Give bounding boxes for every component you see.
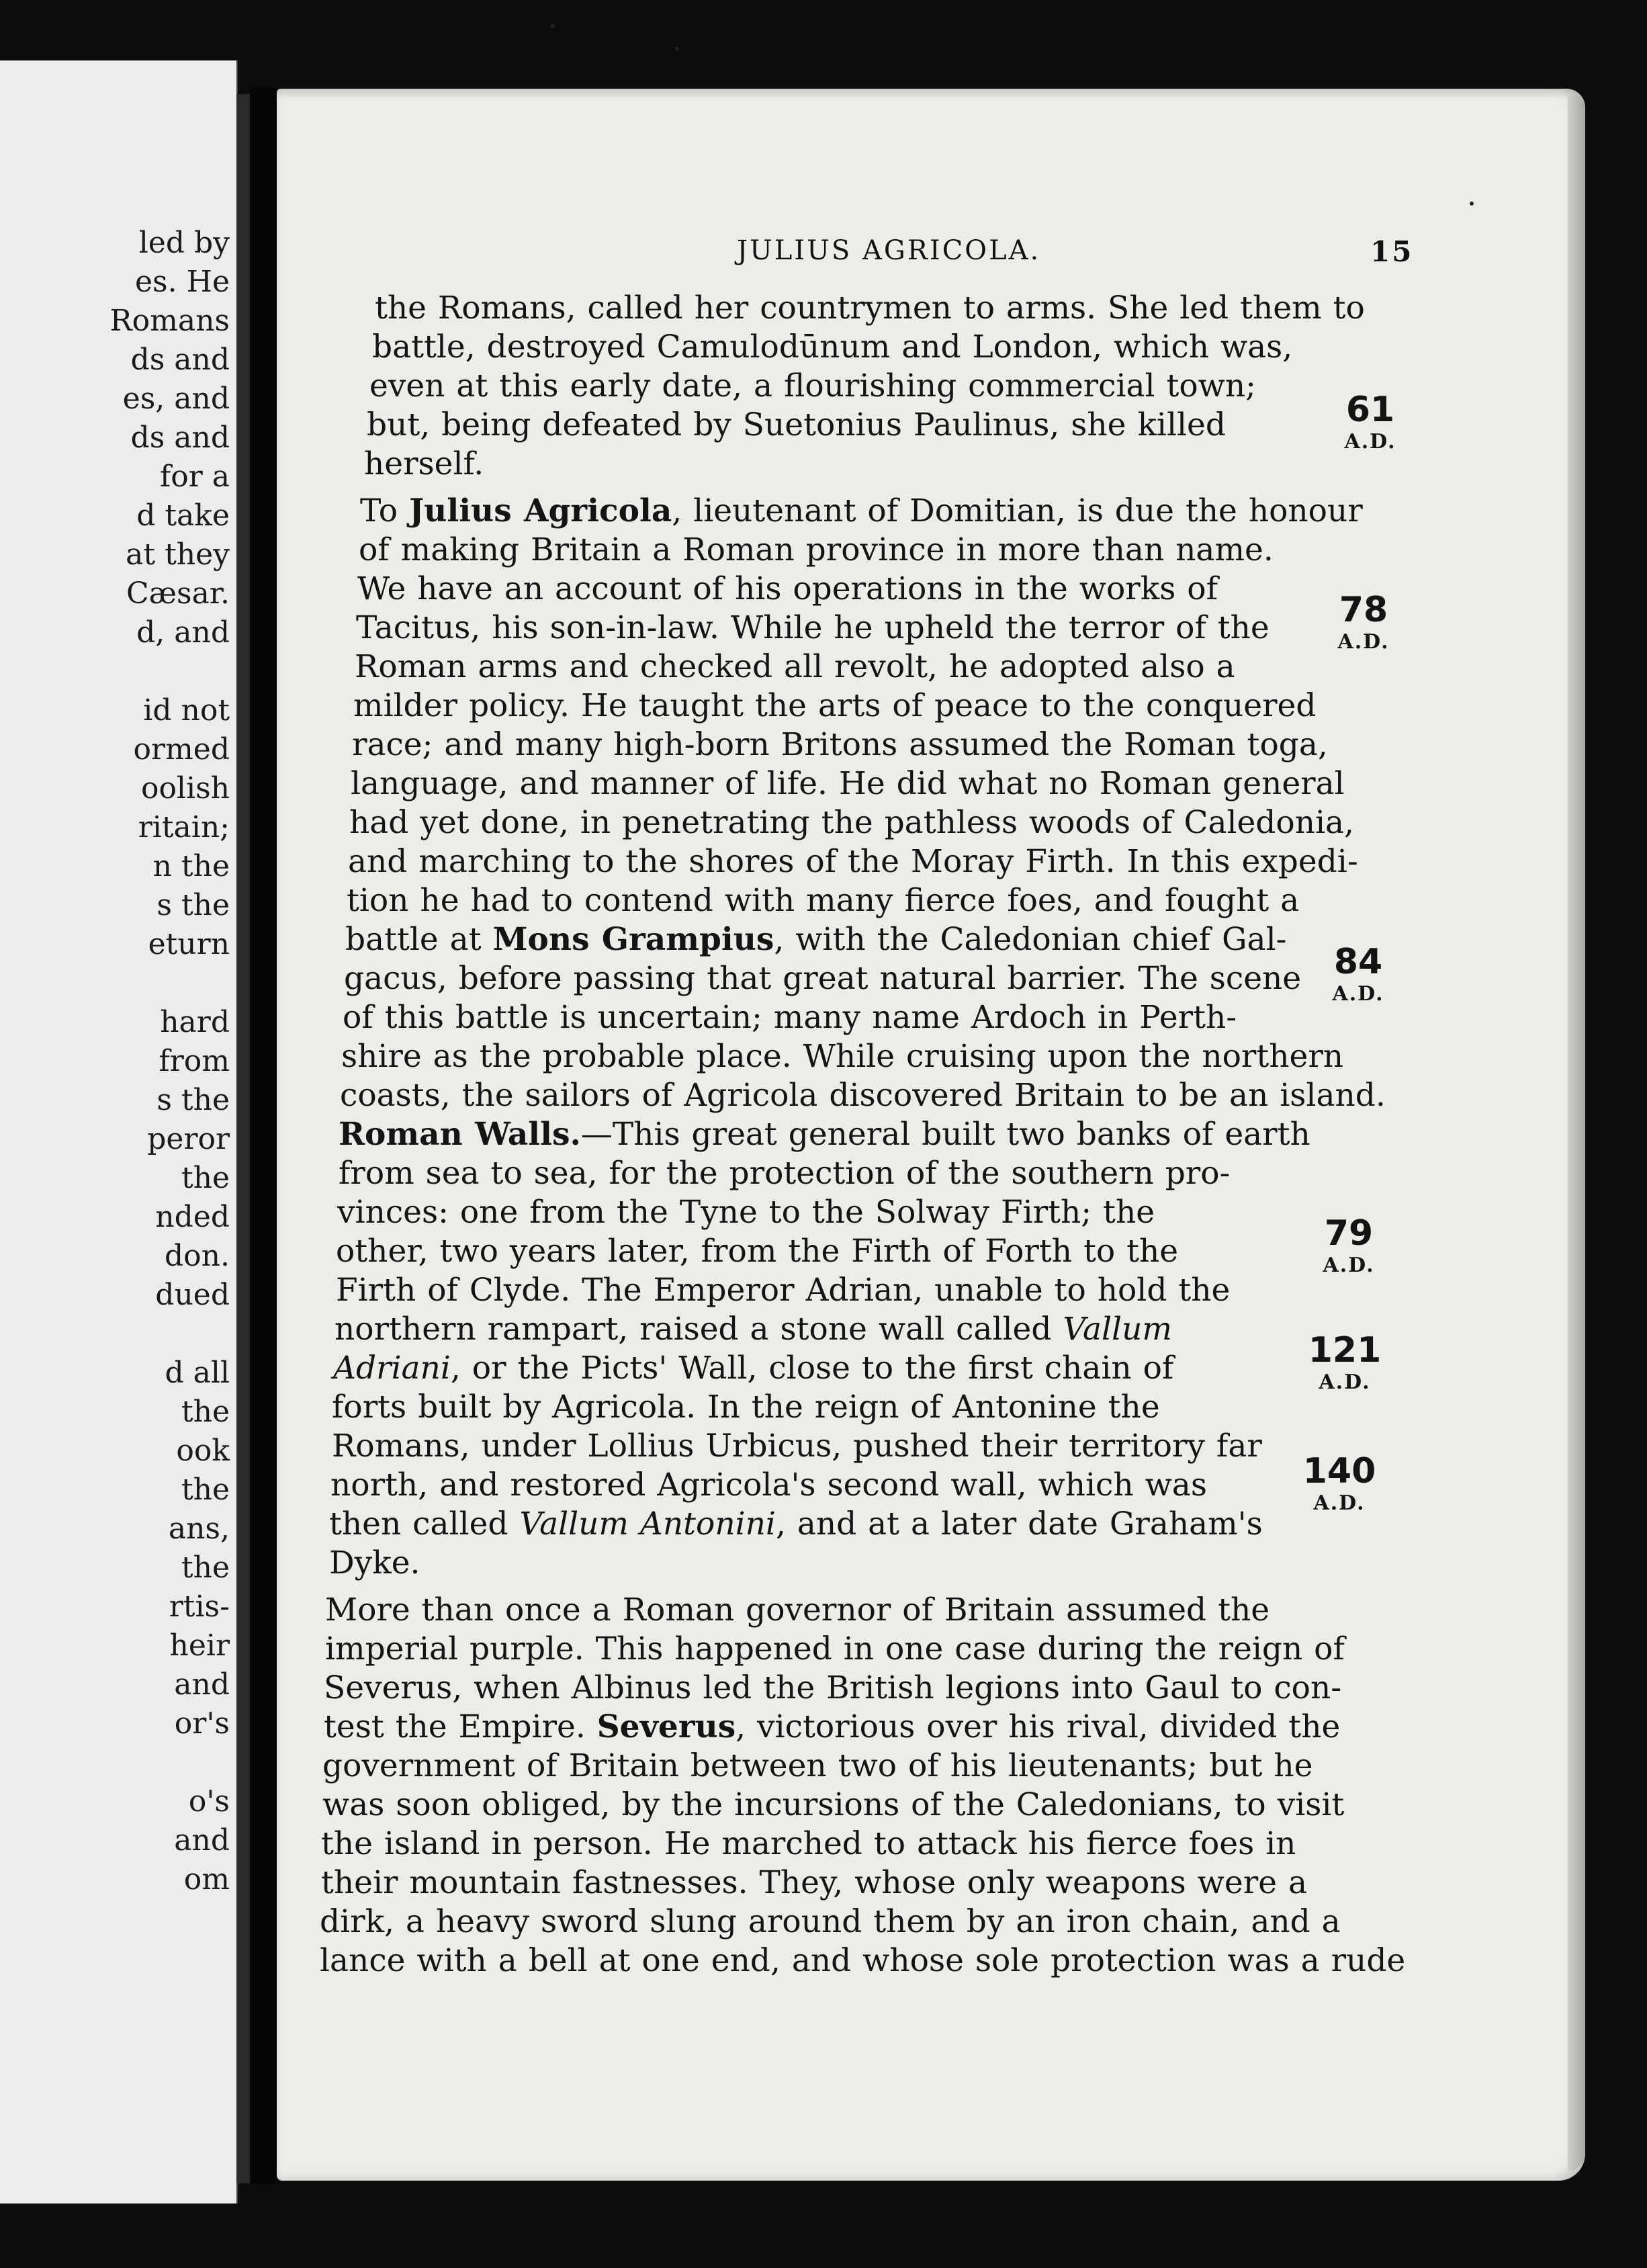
- margin-year: 61: [1345, 390, 1395, 430]
- text-segment: lance with a bell at one end, and whose sole protection was a rude: [320, 1942, 1406, 1979]
- text-segment: , victorious over his rival, divided the: [736, 1708, 1341, 1745]
- text-segment: of making Britain a Roman province in more than name.: [359, 531, 1274, 568]
- left-page-line: eturn: [148, 927, 230, 961]
- text-segment: Roman arms and checked all revolt, he adopted also a: [355, 648, 1235, 685]
- bold-term: Julius Agricola: [408, 492, 672, 529]
- text-line: [339, 1118, 1310, 1151]
- left-page-line: n the: [152, 849, 230, 883]
- text-line: [353, 689, 1316, 723]
- left-page-line: id not: [143, 693, 230, 728]
- text-line: [322, 1788, 1344, 1822]
- text-segment: language, and manner of life. He did what no Roman general: [351, 765, 1345, 802]
- text-line: [360, 494, 1363, 528]
- text-segment: government of Britain between two of his lieutenants; but he: [322, 1747, 1313, 1784]
- left-page-line: for a: [159, 460, 230, 494]
- text-segment: Severus, when Albinus led the British legions into Gaul to con-: [324, 1669, 1342, 1706]
- text-segment: imperial purple. This happened in one case during the reign of: [325, 1630, 1345, 1667]
- page-number: 15: [1370, 235, 1414, 268]
- text-segment: their mountain fastnesses. They, whose only weapons were a: [321, 1864, 1307, 1901]
- left-page-line: the: [181, 1161, 230, 1195]
- left-page-line: peror: [147, 1122, 230, 1156]
- text-line: [324, 1710, 1340, 1744]
- text-line: [335, 1313, 1172, 1346]
- left-page-line: d, and: [136, 615, 230, 650]
- text-segment: , or the Picts' Wall, close to the first chain of: [450, 1350, 1174, 1387]
- text-line: [369, 369, 1256, 403]
- left-page-line: and: [174, 1823, 230, 1858]
- margin-era: A.D.: [1319, 1370, 1371, 1394]
- text-line: [324, 1671, 1341, 1705]
- text-line: [321, 1866, 1307, 1900]
- margin-year: 78: [1339, 590, 1388, 630]
- text-segment: other, two years later, from the Firth of Forth to the: [336, 1233, 1179, 1270]
- text-line: [321, 1827, 1296, 1861]
- text-line: [367, 408, 1226, 442]
- text-segment: , and at a later date Graham's: [775, 1506, 1263, 1542]
- text-line: [355, 650, 1235, 684]
- left-page-line: ans,: [168, 1512, 230, 1546]
- margin-era: A.D.: [1344, 430, 1396, 453]
- text-segment: test the Empire.: [324, 1708, 597, 1745]
- text-line: [336, 1274, 1230, 1307]
- text-segment: herself.: [364, 445, 484, 482]
- bold-term: Severus: [596, 1708, 736, 1745]
- left-page-fragment: [0, 60, 238, 2204]
- text-line: [345, 923, 1287, 957]
- text-segment: Dyke.: [329, 1544, 420, 1581]
- text-segment: battle, destroyed Camulodūnum and London, which was,: [372, 329, 1293, 365]
- text-line: [372, 331, 1292, 364]
- text-segment: northern rampart, raised a stone wall called: [335, 1311, 1063, 1348]
- text-line: [332, 1430, 1262, 1463]
- left-page-line: ds and: [130, 421, 230, 455]
- text-line: [332, 1391, 1160, 1424]
- text-segment: the island in person. He marched to attack his fierce foes in: [321, 1825, 1296, 1862]
- text-line: [329, 1546, 420, 1580]
- text-segment: , with the Caledonian chief Gal-: [774, 921, 1287, 958]
- text-line: [322, 1749, 1312, 1783]
- text-segment: More than once a Roman governor of Britain assumed the: [325, 1591, 1270, 1628]
- text-segment: coasts, the sailors of Agricola discovered Britain to be an island.: [340, 1077, 1386, 1114]
- text-line: [336, 1235, 1178, 1268]
- text-line: [344, 962, 1301, 996]
- left-page-line: s the: [157, 888, 230, 922]
- page-edge: [1568, 95, 1585, 2171]
- text-segment: Firth of Clyde. The Emperor Adrian, unable to hold the: [336, 1272, 1231, 1309]
- text-segment: —This great general built two banks of earth: [580, 1116, 1310, 1153]
- text-segment: of this battle is uncertain; many name Ardoch in Perth-: [343, 999, 1237, 1036]
- text-line: [349, 806, 1354, 840]
- text-segment: the Romans, called her countrymen to arms. She led them to: [375, 290, 1365, 326]
- text-line: [341, 1040, 1343, 1074]
- text-segment: We have an account of his operations in the works of: [357, 570, 1218, 607]
- bold-term: Roman Walls.: [339, 1116, 581, 1153]
- left-page-line: and: [174, 1667, 230, 1702]
- text-line: [339, 1157, 1230, 1190]
- text-segment: from sea to sea, for the protection of the southern pro-: [339, 1155, 1231, 1192]
- text-line: [357, 572, 1218, 606]
- left-page-line: es. He: [134, 265, 230, 299]
- scan-speck: [551, 24, 555, 28]
- margin-date: [1302, 1215, 1396, 1279]
- left-page-line: ook: [176, 1434, 230, 1468]
- running-title: JULIUS AGRICOLA.: [737, 235, 1041, 266]
- text-segment: battle at: [345, 921, 493, 958]
- left-page-line: om: [183, 1862, 230, 1896]
- text-line: [333, 1352, 1173, 1385]
- margin-era: A.D.: [1323, 1254, 1375, 1277]
- left-page-line: led by: [138, 226, 230, 260]
- margin-date: [1311, 943, 1405, 1008]
- left-page-line: or's: [174, 1706, 230, 1741]
- text-line: [337, 1196, 1155, 1229]
- left-page-line: ormed: [133, 732, 230, 767]
- text-segment: race; and many high-born Britons assumed the Roman toga,: [352, 726, 1328, 763]
- text-line: [347, 884, 1299, 918]
- text-line: [343, 1001, 1237, 1035]
- text-line: [325, 1632, 1345, 1666]
- text-line: [340, 1079, 1386, 1113]
- left-page-line: the: [181, 1395, 230, 1429]
- right-page: [277, 89, 1585, 2181]
- left-page-line: s the: [157, 1083, 230, 1117]
- text-segment: forts built by Agricola. In the reign of Antonine the: [332, 1389, 1160, 1426]
- text-segment: even at this early date, a flourishing commercial town;: [369, 367, 1256, 404]
- text-segment: tion he had to contend with many fierce foes, and fought a: [347, 882, 1300, 919]
- text-line: [348, 845, 1358, 879]
- text-segment: north, and restored Agricola's second wall, which was: [330, 1467, 1207, 1503]
- text-segment: Tacitus, his son-in-law. While he upheld the terror of the: [356, 609, 1270, 646]
- text-segment: vinces: one from the Tyne to the Solway Firth; the: [337, 1194, 1155, 1231]
- text-line: [359, 533, 1274, 567]
- italic-term: Vallum Antonini: [519, 1506, 776, 1542]
- left-page-line: rtis-: [169, 1589, 230, 1624]
- text-line: [330, 1469, 1207, 1502]
- margin-year: 140: [1302, 1451, 1376, 1491]
- left-page-line: the: [181, 1551, 230, 1585]
- text-segment: To: [360, 492, 409, 529]
- margin-era: A.D.: [1337, 630, 1390, 654]
- left-page-line: Romans: [109, 304, 230, 338]
- margin-year: 84: [1333, 942, 1383, 982]
- left-page-line: d take: [136, 498, 230, 533]
- text-segment: but, being defeated by Suetonius Paulinus, she killed: [367, 406, 1226, 443]
- text-line: [325, 1591, 1270, 1628]
- left-page-line: oolish: [140, 771, 230, 805]
- left-page-line: dued: [155, 1278, 230, 1312]
- italic-term: Adriani: [333, 1350, 451, 1387]
- margin-date: [1298, 1332, 1392, 1396]
- text-segment: and marching to the shores of the Moray Firth. In this expedi-: [348, 843, 1358, 880]
- text-segment: , lieutenant of Domitian, is due the honour: [672, 492, 1363, 529]
- left-page-line: Cæsar.: [126, 576, 230, 611]
- margin-year: 121: [1308, 1330, 1382, 1370]
- scan-speck: [1470, 202, 1474, 206]
- text-segment: gacus, before passing that great natural barrier. The scene: [344, 960, 1302, 997]
- text-line: [364, 447, 484, 481]
- margin-date: [1323, 391, 1417, 455]
- text-line: [375, 292, 1365, 325]
- text-segment: had yet done, in penetrating the pathless woods of Caledonia,: [349, 804, 1354, 841]
- left-page-line: d all: [165, 1356, 230, 1390]
- text-line: [320, 1944, 1405, 1978]
- text-line: [320, 1905, 1341, 1939]
- text-segment: Romans, under Lollius Urbicus, pushed their territory far: [332, 1428, 1262, 1465]
- left-page-line: ritain;: [138, 810, 230, 844]
- margin-era: A.D.: [1332, 982, 1384, 1006]
- left-page-line: don.: [165, 1239, 230, 1273]
- left-page-line: from: [159, 1044, 230, 1078]
- text-line: [329, 1508, 1263, 1541]
- margin-era: A.D.: [1313, 1491, 1366, 1515]
- text-segment: milder policy. He taught the arts of peace to the conquered: [353, 687, 1317, 724]
- left-page-line: at they: [126, 537, 230, 572]
- left-page-line: es, and: [122, 382, 230, 416]
- left-page-line: ds and: [130, 343, 230, 377]
- left-page-line: the: [181, 1473, 230, 1507]
- margin-date: [1292, 1452, 1386, 1517]
- text-segment: then called: [329, 1506, 520, 1542]
- left-page-line: o's: [188, 1784, 230, 1819]
- text-line: [351, 767, 1345, 801]
- margin-date: [1317, 591, 1411, 656]
- left-page-line: heir: [169, 1628, 230, 1663]
- left-page-line: hard: [160, 1005, 230, 1039]
- bold-term: Mons Grampius: [492, 921, 774, 958]
- text-line: [352, 728, 1328, 762]
- left-page-line: nded: [155, 1200, 230, 1234]
- text-segment: was soon obliged, by the incursions of the Caledonians, to visit: [322, 1786, 1345, 1823]
- text-segment: shire as the probable place. While cruising upon the northern: [341, 1038, 1344, 1075]
- book-spine: [250, 87, 277, 2183]
- text-line: [356, 611, 1270, 645]
- margin-year: 79: [1324, 1213, 1374, 1254]
- text-segment: dirk, a heavy sword slung around them by an iron chain, and a: [320, 1903, 1341, 1940]
- scan-speck: [675, 47, 679, 51]
- italic-term: Vallum: [1063, 1311, 1172, 1348]
